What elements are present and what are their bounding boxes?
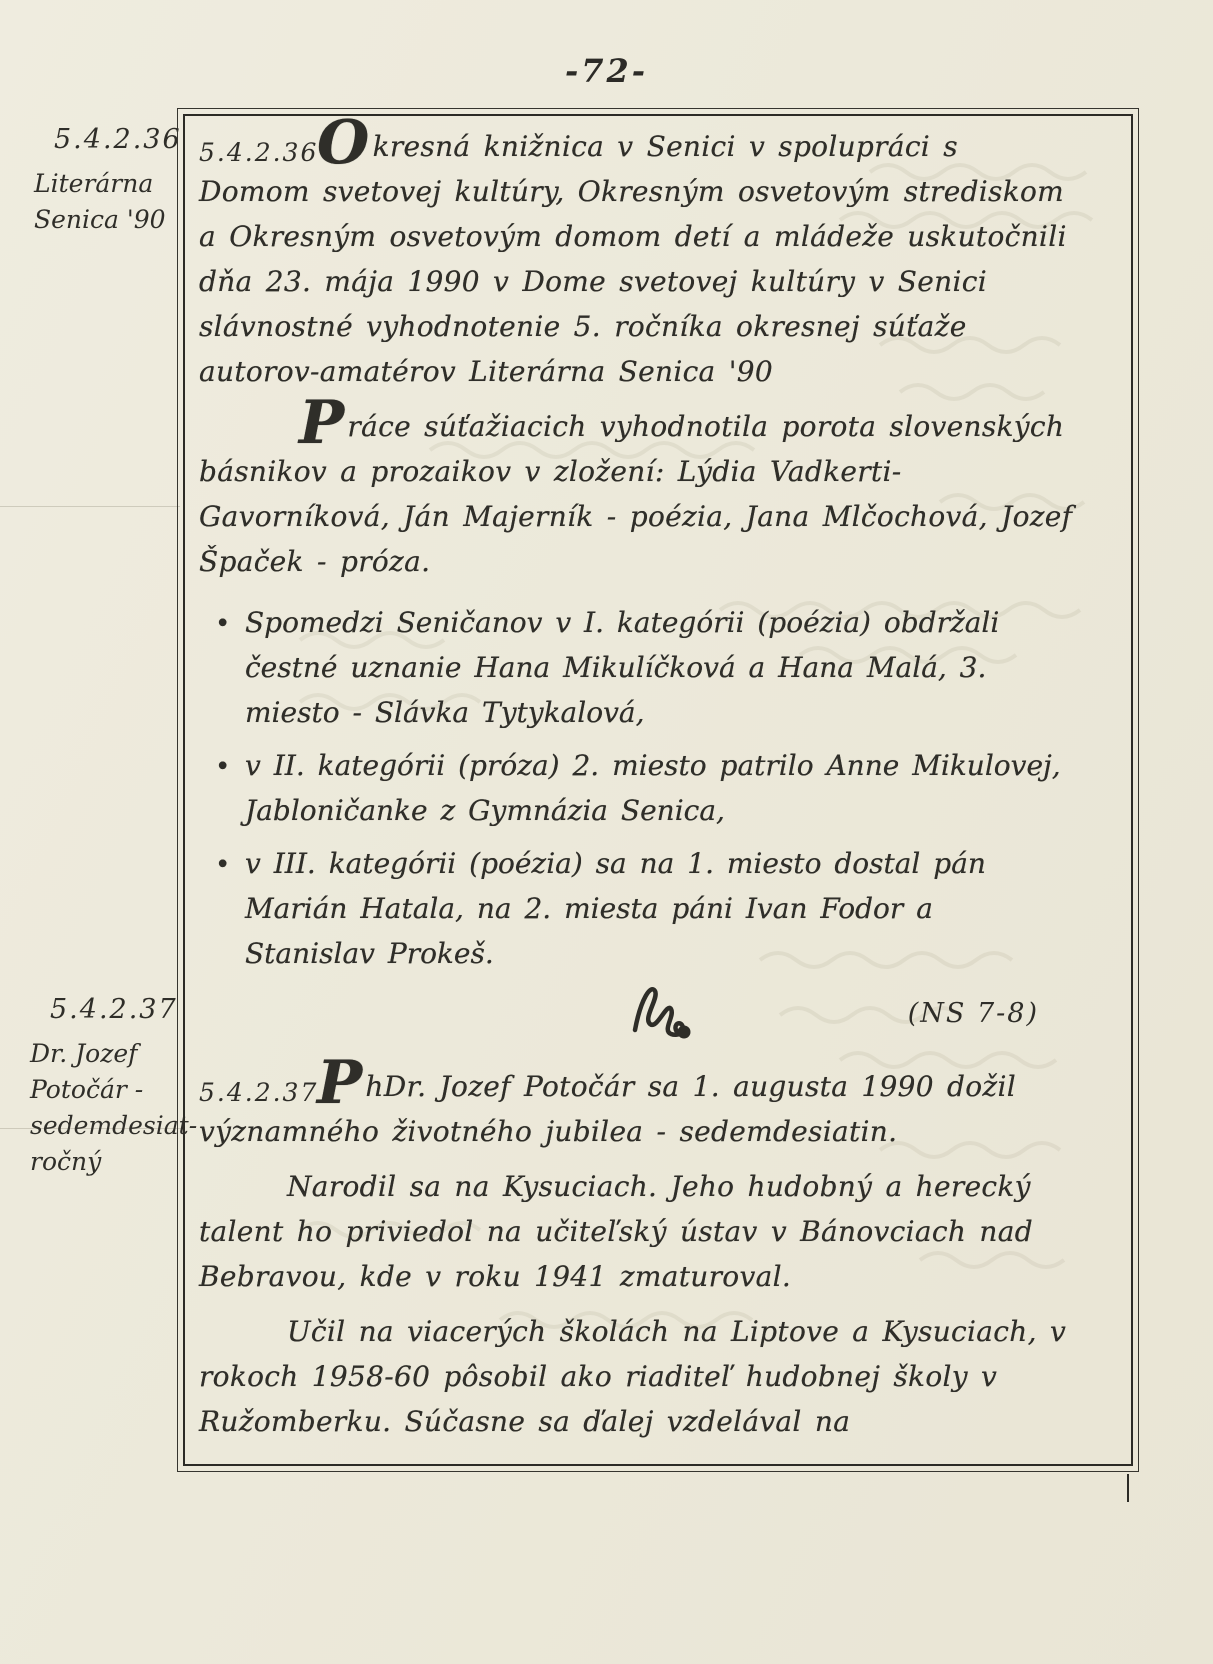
bullet-text: Spomedzi Seničanov v I. kategórii (poézia) obdržali čestné uznanie Hana Mikulíčková a Hana Malá, 3. miesto - Slávka Tytykalová, — [245, 606, 1000, 729]
drop-cap: O — [317, 108, 370, 178]
entry-code: 5.4.2.37 — [199, 1078, 319, 1107]
margin-note-label: Literárna — [34, 169, 154, 198]
paragraph-text: ráce súťažiacich vyhodnotila porota slovenských básnikov a prozaikov v zložení: Lýdia Vadkerti-Gavorníková, Ján Majerník - poézia, Jana Mlčochová, Jozef Špaček - próza. — [199, 410, 1073, 578]
entry-paragraph — [199, 388, 1075, 584]
paragraph-text: kresná knižnica v Senici v spolupráci s Domom svetovej kultúry, Okresným osvetovým strediskom a Okresným osvetovým domom detí a mládeže uskutočnili dňa 23. mája 1990 v Dome svetovej kultúry v Senici slávnostné vyhodnotenie 5. ročníka okresnej súťaže autorov-amatérov Literárna Senica '90 — [199, 130, 1067, 388]
signature-row — [199, 984, 1075, 1048]
margin-note-label: ročný — [30, 1147, 102, 1176]
margin-note-label: Senica '90 — [34, 205, 166, 234]
bullet-item — [199, 743, 1075, 833]
signature-mark — [627, 978, 699, 1048]
margin-note-code: 5.4.2.37 — [50, 994, 178, 1025]
margin-note — [34, 122, 199, 238]
bullet-item — [199, 841, 1075, 976]
paragraph-text: Učil na viacerých školách na Liptove a Kysuciach, v rokoch 1958-60 pôsobil ako riaditeľ hudobnej školy v Ružomberku. Súčasne sa ďalej vzdelával na — [199, 1315, 1067, 1438]
page-number: -72- — [564, 52, 649, 90]
bullet-text: v II. kategórii (próza) 2. miesto patrilo Anne Mikulovej, Jabloničanke z Gymnázia Senica, — [245, 749, 1061, 827]
drop-cap — [284, 1293, 287, 1363]
entry-paragraph — [199, 1164, 1075, 1299]
entry-5.4.2.37 — [199, 1048, 1075, 1444]
bullet-item — [199, 600, 1075, 735]
margin-note-label: sedemdesiat- — [30, 1111, 198, 1140]
drop-cap: P — [299, 388, 345, 458]
margin-note — [30, 992, 198, 1180]
drop-cap — [284, 1148, 287, 1218]
source-reference: (NS 7-8) — [907, 998, 1039, 1029]
drop-cap: P — [317, 1048, 363, 1118]
chronicle-frame — [183, 108, 1133, 1466]
entry-code: 5.4.2.36 — [199, 138, 319, 167]
entry-paragraph — [199, 108, 1075, 394]
frame-corner-tick — [1127, 1474, 1129, 1502]
paragraph-text: hDr. Jozef Potočár sa 1. augusta 1990 dožil významného životného jubilea - sedemdesiatin. — [199, 1070, 1016, 1148]
paragraph-text: Narodil sa na Kysuciach. Jeho hudobný a herecký talent ho priviedol na učiteľský ústav v Bánovciach nad Bebravou, kde v roku 1941 zmaturoval. — [199, 1170, 1033, 1293]
results-bullet-list — [199, 600, 1075, 976]
paper-crease — [0, 506, 180, 507]
frame-content — [185, 108, 1131, 1464]
entry-paragraph — [199, 1048, 1075, 1154]
entry-5.4.2.36 — [199, 108, 1075, 1048]
margin-note-label: Dr. Jozef — [30, 1039, 138, 1068]
margin-note-label: Potočár - — [30, 1075, 144, 1104]
margin-note-code: 5.4.2.36 — [54, 124, 182, 155]
entry-paragraph — [199, 1309, 1075, 1444]
bullet-text: v III. kategórii (poézia) sa na 1. miesto dostal pán Marián Hatala, na 2. miesta páni Ivan Fodor a Stanislav Prokeš. — [245, 847, 986, 970]
